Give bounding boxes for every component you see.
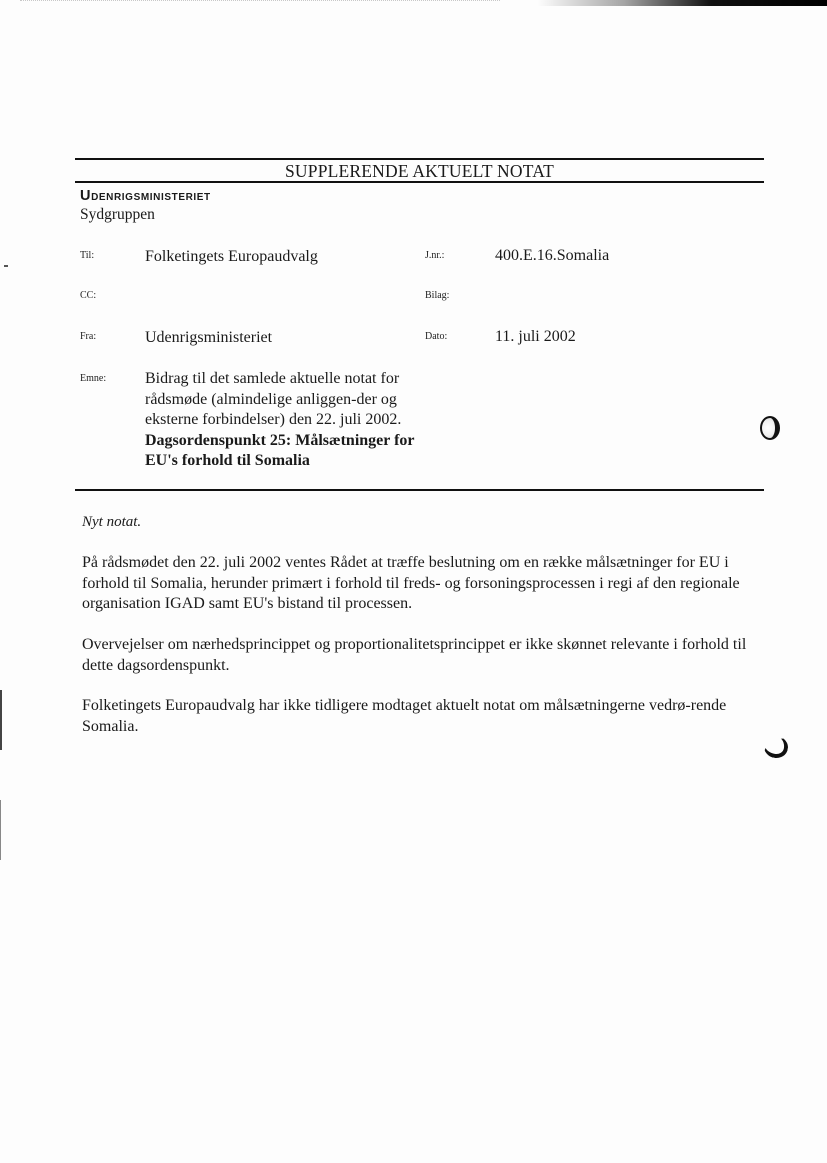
field-label-fra: Fra: — [80, 331, 97, 342]
field-value-dato: 11. juli 2002 — [495, 328, 576, 345]
field-label-jnr: J.nr.: — [425, 250, 445, 261]
body-paragraph-2: Overvejelser om nærhedsprincippet og proportionalitetsprincippet er ikke skønnet relevante i forhold til dette dagsordenspunkt. — [82, 636, 747, 674]
field-value-emne — [145, 369, 415, 472]
body-paragraph-1: På rådsmødet den 22. juli 2002 ventes Rådet at træffe beslutning om en række målsætninger for EU i forhold til Somalia, herunder primært i forhold til freds- og forsoningsprocessen i regi af den regionale organisation IGAD samt EU's bistand til processen. — [82, 554, 740, 612]
sender-ministry: Udenrigsministeriet — [80, 188, 211, 204]
scan-artifact-top-dots — [20, 0, 500, 4]
header-rule-middle — [75, 181, 764, 183]
body-paragraph-3: Folketingets Europaudvalg har ikke tidligere modtaget aktuelt notat om målsætningerne vedrø-rende Somalia. — [82, 697, 727, 735]
field-label-emne: Emne: — [80, 373, 107, 384]
field-label-bilag: Bilag: — [425, 290, 450, 301]
subject-agenda-item: Dagsordenspunkt 25: Målsætninger for EU's forhold til Somalia — [145, 431, 415, 469]
document-title: SUPPLERENDE AKTUELT NOTAT — [284, 161, 555, 181]
field-label-dato: Dato: — [425, 331, 448, 342]
scan-artifact-left-tick — [4, 265, 8, 267]
header-rule-top — [75, 158, 764, 160]
punch-hole-mark — [760, 416, 780, 440]
field-value-til: Folketingets Europaudvalg — [145, 248, 318, 265]
field-label-cc: CC: — [80, 290, 97, 301]
subject-plain-text: Bidrag til det samlede aktuelle notat for rådsmøde (almindelige anliggen-der og eksterne forbindelser) den 22. juli 2002. — [145, 370, 402, 428]
field-value-jnr: 400.E.16.Somalia — [495, 247, 610, 264]
punch-hole-mark-2 — [762, 734, 789, 760]
field-value-fra: Udenrigsministeriet — [145, 329, 273, 346]
scan-artifact-left-line — [0, 690, 2, 750]
sender-department: Sydgruppen — [80, 206, 155, 223]
field-label-til: Til: — [80, 250, 95, 261]
scan-artifact-left-line-2 — [0, 800, 1, 860]
header-rule-bottom — [75, 489, 764, 491]
scan-artifact-top-bar — [537, 0, 827, 6]
note-status: Nyt notat. — [82, 514, 142, 530]
